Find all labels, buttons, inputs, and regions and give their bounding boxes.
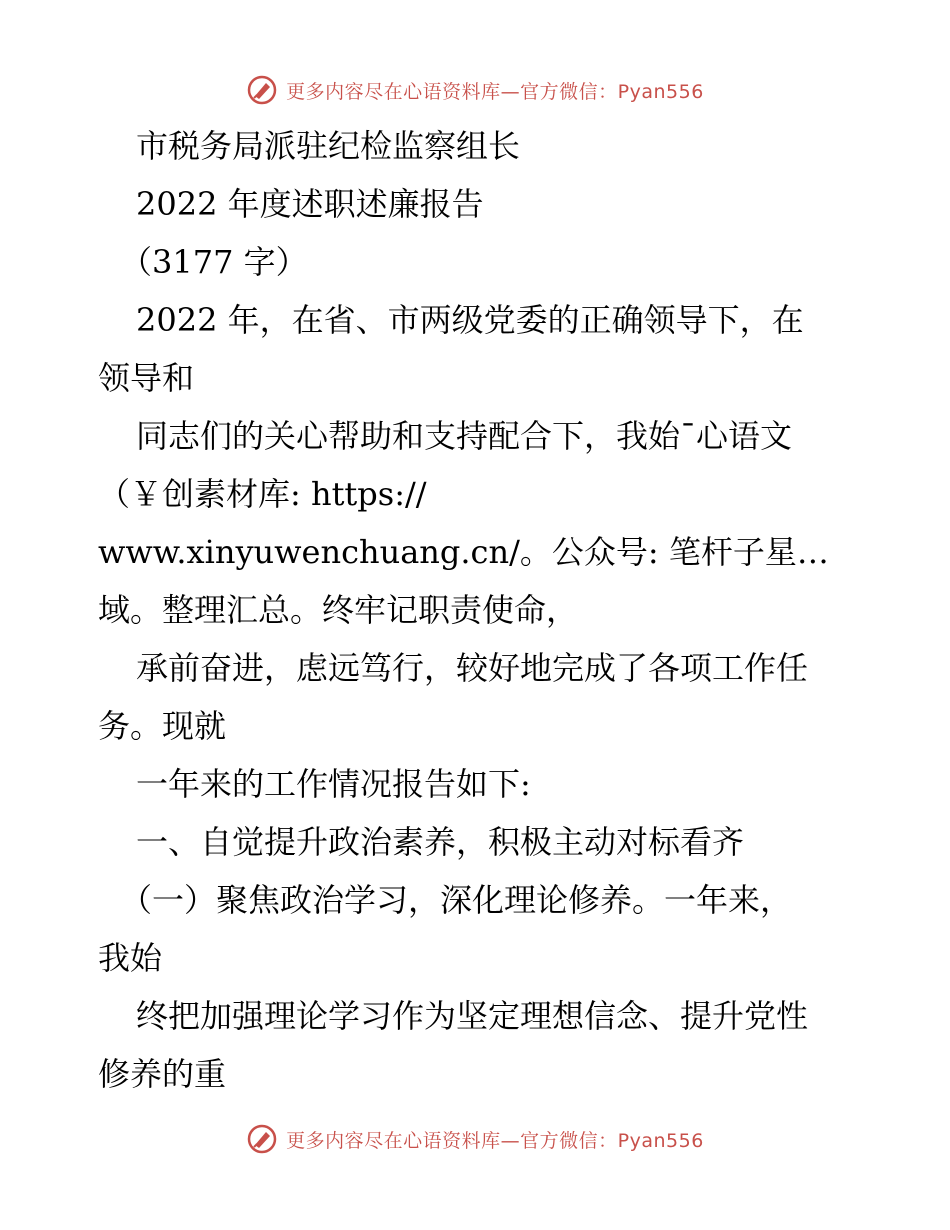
paragraph-line: 修养的重	[98, 1055, 227, 1093]
paragraph-line: 领导和	[98, 359, 195, 397]
subsection-heading: （一）聚焦政治学习，深化理论修养。一年来，	[120, 881, 793, 919]
paragraph-line: 一年来的工作情况报告如下:	[136, 765, 531, 803]
paragraph-line: 域。整理汇总。终牢记职责使命，	[98, 591, 579, 629]
doc-title-line-2: 2022 年度述职述廉报告	[136, 185, 484, 223]
doc-title-line-1: 市税务局派驻纪检监察组长	[136, 127, 521, 165]
paragraph-line: 终把加强理论学习作为坚定理想信念、提升党性	[136, 997, 809, 1035]
watermark-text: 更多内容尽在心语资料库—官方微信：Pyan556	[286, 1129, 704, 1152]
footer-watermark	[0, 1121, 950, 1157]
paragraph-line: （￥创素材库: https://	[98, 475, 427, 513]
doc-word-count: （3177 字）	[120, 243, 308, 281]
paragraph-line: www.xinyuwenchuang.cn/。公众号: 笔杆子星…	[98, 533, 829, 571]
header-watermark	[0, 72, 950, 108]
paragraph-line: 2022 年，在省、市两级党委的正确领导下，在	[136, 301, 804, 339]
paragraph-line: 务。现就	[98, 707, 227, 745]
paragraph-line: 同志们的关心帮助和支持配合下，我始¯心语文	[136, 417, 793, 455]
pen-nib-logo-icon	[246, 74, 278, 106]
pen-nib-logo-icon	[246, 1123, 278, 1155]
watermark-text: 更多内容尽在心语资料库—官方微信：Pyan556	[286, 80, 704, 103]
paragraph-line: 承前奋进，虑远笃行，较好地完成了各项工作任	[136, 649, 809, 687]
section-heading: 一、自觉提升政治素养，积极主动对标看齐	[136, 823, 745, 861]
paragraph-line: 我始	[98, 939, 163, 977]
